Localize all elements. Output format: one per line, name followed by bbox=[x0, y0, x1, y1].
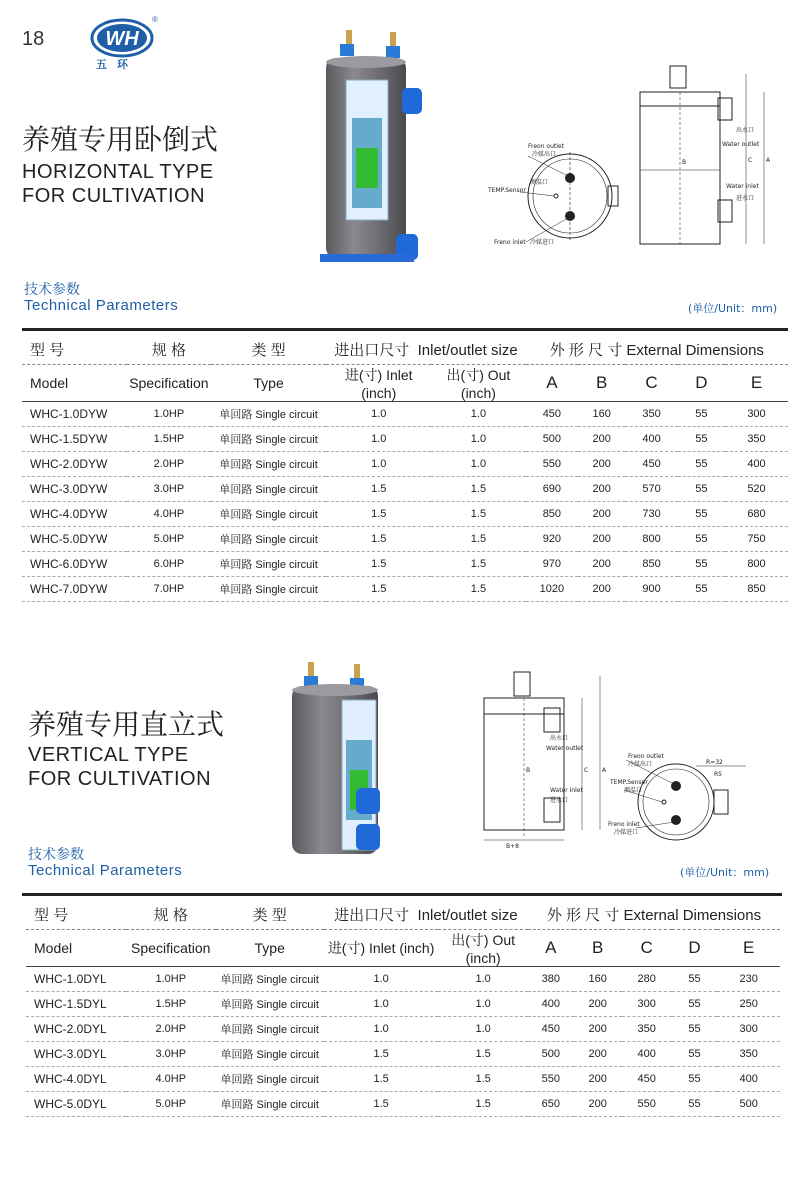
table-cell: 1.5 bbox=[431, 527, 525, 552]
table-cell: 55 bbox=[678, 477, 725, 502]
table-cell: 1.5 bbox=[431, 552, 525, 577]
table-cell: 1.0 bbox=[324, 967, 439, 992]
table-cell: 1.5 bbox=[438, 1067, 528, 1092]
table-row bbox=[26, 1017, 780, 1042]
table-cell: 1.0 bbox=[431, 402, 525, 427]
table-cell: 55 bbox=[672, 1042, 718, 1067]
h-diag-dim-c: C bbox=[748, 157, 753, 164]
h-col-c: C bbox=[625, 365, 677, 402]
v-col-size-cn: 进出口尺寸 bbox=[334, 906, 410, 924]
table-cell: 1.0 bbox=[438, 992, 528, 1017]
h-diag-temp-sensor: TEMP.Sensor bbox=[488, 187, 526, 194]
table-cell: 4.0HP bbox=[126, 1067, 216, 1092]
table-cell: 200 bbox=[578, 577, 625, 602]
table-cell: 1.0 bbox=[324, 992, 439, 1017]
h-col-model: Model bbox=[22, 365, 127, 402]
vertical-table-top-rule bbox=[22, 893, 782, 896]
svg-text:®: ® bbox=[152, 15, 158, 24]
horizontal-table-top-rule bbox=[22, 328, 788, 331]
table-cell: 520 bbox=[725, 477, 788, 502]
table-cell: 1.5HP bbox=[127, 427, 211, 452]
table-cell: 单回路 Single circuit bbox=[211, 577, 326, 602]
table-cell: 1.5 bbox=[324, 1042, 439, 1067]
table-row bbox=[26, 1042, 780, 1067]
table-cell: 1.5 bbox=[326, 502, 431, 527]
table-row bbox=[22, 452, 788, 477]
table-cell: 5.0HP bbox=[127, 527, 211, 552]
vertical-title-en-1: VERTICAL TYPE bbox=[28, 744, 189, 766]
h-diag-freno-inlet-cn: 冷媒进口 bbox=[530, 239, 555, 246]
table-cell: 500 bbox=[528, 1042, 574, 1067]
horizontal-tech-en: Technical Parameters bbox=[24, 297, 179, 314]
table-cell: 550 bbox=[528, 1067, 574, 1092]
table-cell: 55 bbox=[678, 527, 725, 552]
v-diag-freon-outlet-cn: 冷媒出口 bbox=[628, 761, 653, 768]
table-cell: 单回路 Single circuit bbox=[216, 1042, 324, 1067]
v-diag-temp-cn: 测温口 bbox=[624, 787, 643, 794]
table-cell: 160 bbox=[574, 967, 622, 992]
table-row bbox=[26, 1092, 780, 1117]
table-cell: 单回路 Single circuit bbox=[211, 452, 326, 477]
table-cell: 400 bbox=[625, 427, 677, 452]
table-cell: 单回路 Single circuit bbox=[216, 1067, 324, 1092]
table-cell: 500 bbox=[526, 427, 578, 452]
h-col-ext-en: External Dimensions bbox=[626, 341, 764, 359]
table-cell: WHC-3.0DYW bbox=[22, 477, 127, 502]
v-col-c: C bbox=[622, 930, 672, 967]
h-col-a: A bbox=[526, 365, 578, 402]
table-cell: 6.0HP bbox=[127, 552, 211, 577]
table-cell: 2.0HP bbox=[127, 452, 211, 477]
table-cell: 1020 bbox=[526, 577, 578, 602]
h-diag-dim-b: B bbox=[682, 159, 687, 166]
table-cell: 730 bbox=[625, 502, 677, 527]
v-col-size-header bbox=[324, 899, 528, 930]
v-col-a: A bbox=[528, 930, 574, 967]
table-cell: 单回路 Single circuit bbox=[211, 502, 326, 527]
table-row bbox=[26, 1067, 780, 1092]
v-col-type: Type bbox=[216, 930, 324, 967]
table-cell: 550 bbox=[526, 452, 578, 477]
table-cell: 850 bbox=[625, 552, 677, 577]
table-cell: 200 bbox=[578, 427, 625, 452]
h-diag-water-outlet: Water outlet bbox=[722, 141, 760, 148]
table-cell: 920 bbox=[526, 527, 578, 552]
table-cell: 400 bbox=[717, 1067, 780, 1092]
h-col-b: B bbox=[578, 365, 625, 402]
v-col-ext-en: External Dimensions bbox=[623, 906, 762, 924]
v-diag-water-outlet: Water outlet bbox=[546, 745, 584, 752]
vertical-top-diagram bbox=[606, 750, 786, 850]
table-cell: 200 bbox=[574, 992, 622, 1017]
table-cell: 200 bbox=[578, 502, 625, 527]
h-diag-freon-outlet-cn: 冷媒出口 bbox=[532, 151, 557, 158]
table-cell: 7.0HP bbox=[127, 577, 211, 602]
vertical-title-cn: 养殖专用直立式 bbox=[28, 708, 225, 741]
table-cell: 850 bbox=[725, 577, 788, 602]
table-cell: WHC-1.0DYL bbox=[26, 967, 126, 992]
v-col-size-en: Inlet/outlet size bbox=[417, 906, 518, 924]
table-cell: 1.5 bbox=[326, 552, 431, 577]
table-cell: 450 bbox=[622, 1067, 672, 1092]
table-cell: 200 bbox=[574, 1092, 622, 1117]
v-col-model: Model bbox=[26, 930, 126, 967]
table-cell: 单回路 Single circuit bbox=[216, 1017, 324, 1042]
table-cell: WHC-5.0DYW bbox=[22, 527, 127, 552]
h-col-ext-header bbox=[526, 334, 788, 365]
table-cell: 单回路 Single circuit bbox=[211, 527, 326, 552]
table-row bbox=[22, 427, 788, 452]
table-cell: 800 bbox=[625, 527, 677, 552]
v-diag-b8: B+8 bbox=[506, 843, 519, 850]
table-cell: 200 bbox=[578, 477, 625, 502]
table-cell: 1.5HP bbox=[126, 992, 216, 1017]
v-col-d: D bbox=[672, 930, 718, 967]
vertical-unit-photo bbox=[286, 660, 390, 860]
vertical-spec-table bbox=[26, 899, 780, 1117]
table-cell: 1.5 bbox=[438, 1042, 528, 1067]
h-col-size-header bbox=[326, 334, 525, 365]
table-cell: 单回路 Single circuit bbox=[216, 1092, 324, 1117]
table-cell: 1.5 bbox=[431, 502, 525, 527]
horizontal-top-diagram bbox=[480, 130, 620, 250]
table-cell: WHC-2.0DYL bbox=[26, 1017, 126, 1042]
table-cell: 1.5 bbox=[431, 577, 525, 602]
table-cell: 200 bbox=[578, 527, 625, 552]
table-cell: 280 bbox=[622, 967, 672, 992]
table-cell: 4.0HP bbox=[127, 502, 211, 527]
table-cell: 350 bbox=[622, 1017, 672, 1042]
table-cell: 450 bbox=[625, 452, 677, 477]
table-cell: 850 bbox=[526, 502, 578, 527]
v-diag-dim-b: B bbox=[526, 767, 531, 774]
table-cell: 800 bbox=[725, 552, 788, 577]
vertical-table-body bbox=[26, 967, 780, 1117]
horizontal-unit-photo bbox=[318, 28, 428, 268]
vertical-unit-label: (单位/Unit：mm) bbox=[680, 866, 770, 879]
h-diag-water-outlet-cn: 出水口 bbox=[736, 127, 755, 134]
v-col-type-cn: 类 型 bbox=[216, 899, 324, 930]
table-cell: 680 bbox=[725, 502, 788, 527]
v-col-spec-cn: 规 格 bbox=[126, 899, 216, 930]
table-row bbox=[22, 577, 788, 602]
table-cell: 1.0 bbox=[438, 1017, 528, 1042]
v-diag-water-outlet-cn: 出水口 bbox=[550, 735, 569, 742]
table-cell: 单回路 Single circuit bbox=[216, 967, 324, 992]
table-cell: 450 bbox=[526, 402, 578, 427]
h-col-e: E bbox=[725, 365, 788, 402]
v-diag-freno-inlet-cn: 冷媒进口 bbox=[614, 829, 639, 836]
v-diag-dim-a: A bbox=[602, 767, 607, 774]
v-diag-freno-inlet: Freno inlet bbox=[608, 821, 640, 828]
table-cell: 3.0HP bbox=[127, 477, 211, 502]
table-cell: 1.5 bbox=[324, 1092, 439, 1117]
table-cell: 1.0 bbox=[438, 967, 528, 992]
table-row bbox=[26, 967, 780, 992]
table-cell: 1.5 bbox=[431, 477, 525, 502]
table-cell: 55 bbox=[678, 552, 725, 577]
table-cell: 900 bbox=[625, 577, 677, 602]
table-cell: 230 bbox=[717, 967, 780, 992]
table-cell: WHC-1.5DYL bbox=[26, 992, 126, 1017]
table-cell: 160 bbox=[578, 402, 625, 427]
table-cell: WHC-5.0DYL bbox=[26, 1092, 126, 1117]
table-cell: 1.0HP bbox=[126, 967, 216, 992]
h-col-outlet: 出(寸) Out (inch) bbox=[431, 365, 525, 402]
v-diag-r5: R5 bbox=[714, 771, 722, 778]
horizontal-spec-table bbox=[22, 334, 788, 602]
table-cell: 500 bbox=[717, 1092, 780, 1117]
vertical-title-en-2: FOR CULTIVATION bbox=[28, 768, 212, 790]
table-cell: 1.0 bbox=[324, 1017, 439, 1042]
table-cell: 55 bbox=[672, 967, 718, 992]
table-cell: 55 bbox=[678, 502, 725, 527]
v-col-ext-cn: 外 形 尺 寸 bbox=[546, 906, 620, 924]
table-cell: WHC-3.0DYL bbox=[26, 1042, 126, 1067]
vertical-tech-en: Technical Parameters bbox=[28, 862, 183, 879]
table-cell: 250 bbox=[717, 992, 780, 1017]
table-cell: 1.5 bbox=[326, 577, 431, 602]
vertical-tech-cn: 技术参数 bbox=[28, 847, 84, 863]
h-col-type-cn: 类 型 bbox=[211, 334, 326, 365]
table-cell: 1.0 bbox=[326, 402, 431, 427]
h-diag-dim-a: A bbox=[766, 157, 771, 164]
table-cell: 1.0 bbox=[326, 427, 431, 452]
table-cell: 970 bbox=[526, 552, 578, 577]
table-cell: 400 bbox=[725, 452, 788, 477]
table-cell: 55 bbox=[672, 992, 718, 1017]
v-diag-temp-sensor: TEMP.Sensor bbox=[610, 779, 648, 786]
table-cell: 55 bbox=[678, 577, 725, 602]
table-cell: WHC-2.0DYW bbox=[22, 452, 127, 477]
v-col-inlet: 进(寸) Inlet (inch) bbox=[324, 930, 439, 967]
table-cell: 单回路 Single circuit bbox=[216, 992, 324, 1017]
v-col-model-cn: 型 号 bbox=[26, 899, 126, 930]
h-diag-water-inlet-cn: 进水口 bbox=[736, 195, 755, 202]
table-cell: 55 bbox=[672, 1017, 718, 1042]
table-cell: WHC-1.5DYW bbox=[22, 427, 127, 452]
table-cell: 1.0HP bbox=[127, 402, 211, 427]
table-cell: WHC-6.0DYW bbox=[22, 552, 127, 577]
table-cell: 55 bbox=[678, 402, 725, 427]
h-col-ext-cn: 外 形 尺 寸 bbox=[549, 341, 623, 359]
table-cell: WHC-4.0DYW bbox=[22, 502, 127, 527]
v-diag-r32: R=32 bbox=[706, 759, 723, 766]
table-cell: 450 bbox=[528, 1017, 574, 1042]
table-cell: WHC-7.0DYW bbox=[22, 577, 127, 602]
table-cell: 300 bbox=[717, 1017, 780, 1042]
h-diag-temp-cn: 测温口 bbox=[530, 179, 549, 186]
table-cell: 200 bbox=[574, 1042, 622, 1067]
v-diag-water-inlet-cn: 进水口 bbox=[550, 797, 569, 804]
table-cell: 690 bbox=[526, 477, 578, 502]
table-cell: 1.5 bbox=[324, 1067, 439, 1092]
table-cell: 单回路 Single circuit bbox=[211, 552, 326, 577]
table-row bbox=[22, 402, 788, 427]
horizontal-title-cn: 养殖专用卧倒式 bbox=[22, 123, 219, 156]
table-cell: 5.0HP bbox=[126, 1092, 216, 1117]
horizontal-tech-cn: 技术参数 bbox=[24, 282, 80, 298]
table-cell: 650 bbox=[528, 1092, 574, 1117]
v-diag-freon-outlet: Freon outlet bbox=[628, 753, 664, 760]
table-cell: 200 bbox=[578, 452, 625, 477]
table-row bbox=[22, 477, 788, 502]
table-cell: 350 bbox=[625, 402, 677, 427]
table-cell: 1.0 bbox=[431, 427, 525, 452]
table-row bbox=[26, 992, 780, 1017]
table-cell: 300 bbox=[725, 402, 788, 427]
table-cell: 1.5 bbox=[438, 1092, 528, 1117]
h-col-size-cn: 进出口尺寸 bbox=[334, 341, 410, 359]
table-cell: 400 bbox=[622, 1042, 672, 1067]
table-cell: 400 bbox=[528, 992, 574, 1017]
table-cell: 350 bbox=[717, 1042, 780, 1067]
table-cell: 55 bbox=[672, 1092, 718, 1117]
v-diag-water-inlet: Water inlet bbox=[550, 787, 583, 794]
v-col-b: B bbox=[574, 930, 622, 967]
table-cell: 200 bbox=[578, 552, 625, 577]
horizontal-title-en-2: FOR CULTIVATION bbox=[22, 185, 206, 207]
table-cell: 3.0HP bbox=[126, 1042, 216, 1067]
horizontal-unit-label: (单位/Unit：mm) bbox=[688, 302, 778, 315]
table-cell: 55 bbox=[672, 1067, 718, 1092]
table-cell: 750 bbox=[725, 527, 788, 552]
h-col-model-cn: 型 号 bbox=[22, 334, 127, 365]
table-row bbox=[22, 527, 788, 552]
table-cell: 单回路 Single circuit bbox=[211, 402, 326, 427]
table-cell: 1.5 bbox=[326, 477, 431, 502]
table-cell: 350 bbox=[725, 427, 788, 452]
table-cell: 1.0 bbox=[326, 452, 431, 477]
table-cell: WHC-1.0DYW bbox=[22, 402, 127, 427]
table-row bbox=[22, 552, 788, 577]
table-cell: 55 bbox=[678, 427, 725, 452]
table-cell: 1.5 bbox=[326, 527, 431, 552]
table-cell: WHC-4.0DYL bbox=[26, 1067, 126, 1092]
table-cell: 1.0 bbox=[431, 452, 525, 477]
horizontal-title-en-1: HORIZONTAL TYPE bbox=[22, 161, 214, 183]
table-row bbox=[22, 502, 788, 527]
brand-cn: 五环 bbox=[96, 59, 138, 71]
h-diag-freon-outlet: Freon outlet bbox=[528, 143, 564, 150]
h-diag-water-inlet: Water inlet bbox=[726, 183, 759, 190]
h-col-inlet: 进(寸) Inlet (inch) bbox=[326, 365, 431, 402]
h-col-d: D bbox=[678, 365, 725, 402]
table-cell: 200 bbox=[574, 1017, 622, 1042]
table-cell: 300 bbox=[622, 992, 672, 1017]
h-col-spec-cn: 规 格 bbox=[127, 334, 211, 365]
table-cell: 380 bbox=[528, 967, 574, 992]
horizontal-table-body bbox=[22, 402, 788, 602]
table-cell: 200 bbox=[574, 1067, 622, 1092]
svg-text:WH: WH bbox=[105, 28, 139, 50]
horizontal-side-diagram bbox=[630, 62, 780, 252]
h-col-type: Type bbox=[211, 365, 326, 402]
table-cell: 570 bbox=[625, 477, 677, 502]
v-diag-dim-c: C bbox=[584, 767, 589, 774]
v-col-spec: Specification bbox=[126, 930, 216, 967]
v-col-ext-header bbox=[528, 899, 780, 930]
table-cell: 55 bbox=[678, 452, 725, 477]
h-col-size-en: Inlet/outlet size bbox=[417, 341, 518, 359]
h-col-spec: Specification bbox=[127, 365, 211, 402]
v-col-e: E bbox=[717, 930, 780, 967]
table-cell: 550 bbox=[622, 1092, 672, 1117]
table-cell: 单回路 Single circuit bbox=[211, 427, 326, 452]
v-col-outlet: 出(寸) Out (inch) bbox=[438, 930, 528, 967]
table-cell: 单回路 Single circuit bbox=[211, 477, 326, 502]
page-number: 18 bbox=[22, 28, 45, 50]
table-cell: 2.0HP bbox=[126, 1017, 216, 1042]
h-diag-freno-inlet: Freno inlet bbox=[494, 239, 526, 246]
